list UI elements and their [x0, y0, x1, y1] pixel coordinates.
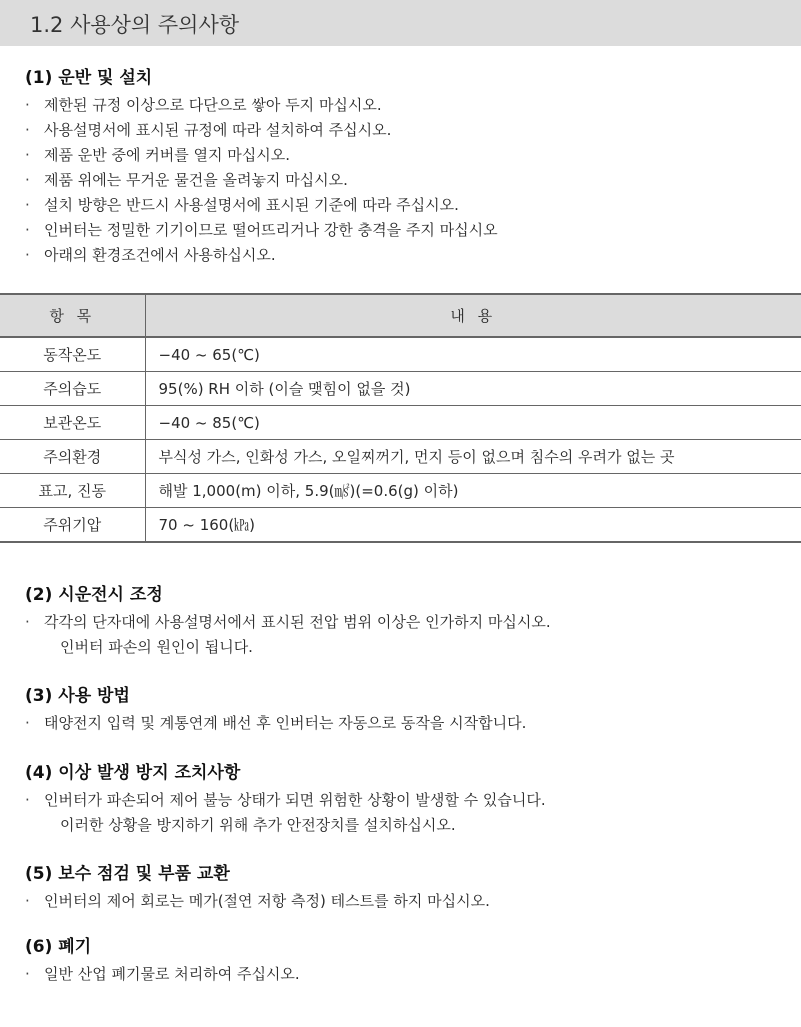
table-row [0, 337, 801, 372]
list-item: · 일반 산업 폐기물로 처리하여 주십시오. [25, 962, 795, 987]
section-heading: (1) 운반 및 설치 [25, 68, 153, 88]
section-transport-install [25, 66, 795, 268]
section-heading: (2) 시운전시 조정 [25, 585, 163, 605]
row-key: 주의환경 [0, 440, 145, 474]
section-usage [25, 684, 795, 736]
title-bar [0, 0, 801, 46]
list-item: · 제품 위에는 무거운 물건을 올려놓지 마십시오. [25, 168, 795, 193]
table-row [0, 440, 801, 474]
table-row [0, 474, 801, 508]
row-key: 주의습도 [0, 372, 145, 406]
list-item: · 설치 방향은 반드시 사용설명서에 표시된 기준에 따라 주십시오. [25, 193, 795, 218]
column-header-item: 항 목 [0, 294, 145, 337]
row-value: 부식성 가스, 인화성 가스, 오일찌꺼기, 먼지 등이 없으며 침수의 우려가 없는 곳 [145, 440, 801, 474]
section-heading: (6) 폐기 [25, 937, 92, 957]
section-disposal [25, 935, 795, 987]
list-item: · 인버터의 제어 회로는 메가(절연 저항 측정) 테스트를 하지 마십시오. [25, 889, 795, 914]
list-item: · 인버터가 파손되어 제어 불능 상태가 되면 위험한 상황이 발생할 수 있습니다. [25, 788, 795, 813]
list-item: · 제한된 규정 이상으로 다단으로 쌓아 두지 마십시오. [25, 93, 795, 118]
row-value: −40 ~ 85(℃) [145, 406, 801, 440]
environment-table [0, 293, 801, 543]
list-item-continuation: 인버터 파손의 원인이 됩니다. [60, 638, 253, 656]
row-key: 동작온도 [0, 337, 145, 372]
list-item: · 태양전지 입력 및 계통연계 배선 후 인버터는 자동으로 동작을 시작합니다. [25, 711, 795, 736]
list-item: · 인버터는 정밀한 기기이므로 떨어뜨리거나 강한 충격을 주지 마십시오 [25, 218, 795, 243]
row-key: 주위기압 [0, 508, 145, 543]
section-maintenance [25, 862, 795, 914]
section-fault-prevention [25, 761, 795, 838]
list-item-continuation: 이러한 상황을 방지하기 위해 추가 안전장치를 설치하십시오. [60, 816, 456, 834]
row-key: 표고, 진동 [0, 474, 145, 508]
table-row [0, 406, 801, 440]
row-value: 해발 1,000(m) 이하, 5.9(㎨)(=0.6(g) 이하) [145, 474, 801, 508]
row-key: 보관온도 [0, 406, 145, 440]
row-value: 70 ~ 160(㎪) [145, 508, 801, 543]
list-item: · 아래의 환경조건에서 사용하십시오. [25, 243, 795, 268]
row-value: −40 ~ 65(℃) [145, 337, 801, 372]
table-row [0, 508, 801, 543]
column-header-content: 내 용 [145, 294, 801, 337]
section-heading: (5) 보수 점검 및 부품 교환 [25, 864, 230, 884]
row-value: 95(%) RH 이하 (이슬 맺힘이 없을 것) [145, 372, 801, 406]
section-heading: (3) 사용 방법 [25, 686, 130, 706]
table-header-row [0, 294, 801, 337]
page-title: 1.2 사용상의 주의사항 [30, 13, 240, 37]
list-item: · 제품 운반 중에 커버를 열지 마십시오. [25, 143, 795, 168]
list-item: · 사용설명서에 표시된 규정에 따라 설치하여 주십시오. [25, 118, 795, 143]
section-commissioning [25, 583, 795, 660]
section-heading: (4) 이상 발생 방지 조치사항 [25, 763, 241, 783]
list-item: · 각각의 단자대에 사용설명서에서 표시된 전압 범위 이상은 인가하지 마십시오. [25, 610, 795, 635]
table-row [0, 372, 801, 406]
